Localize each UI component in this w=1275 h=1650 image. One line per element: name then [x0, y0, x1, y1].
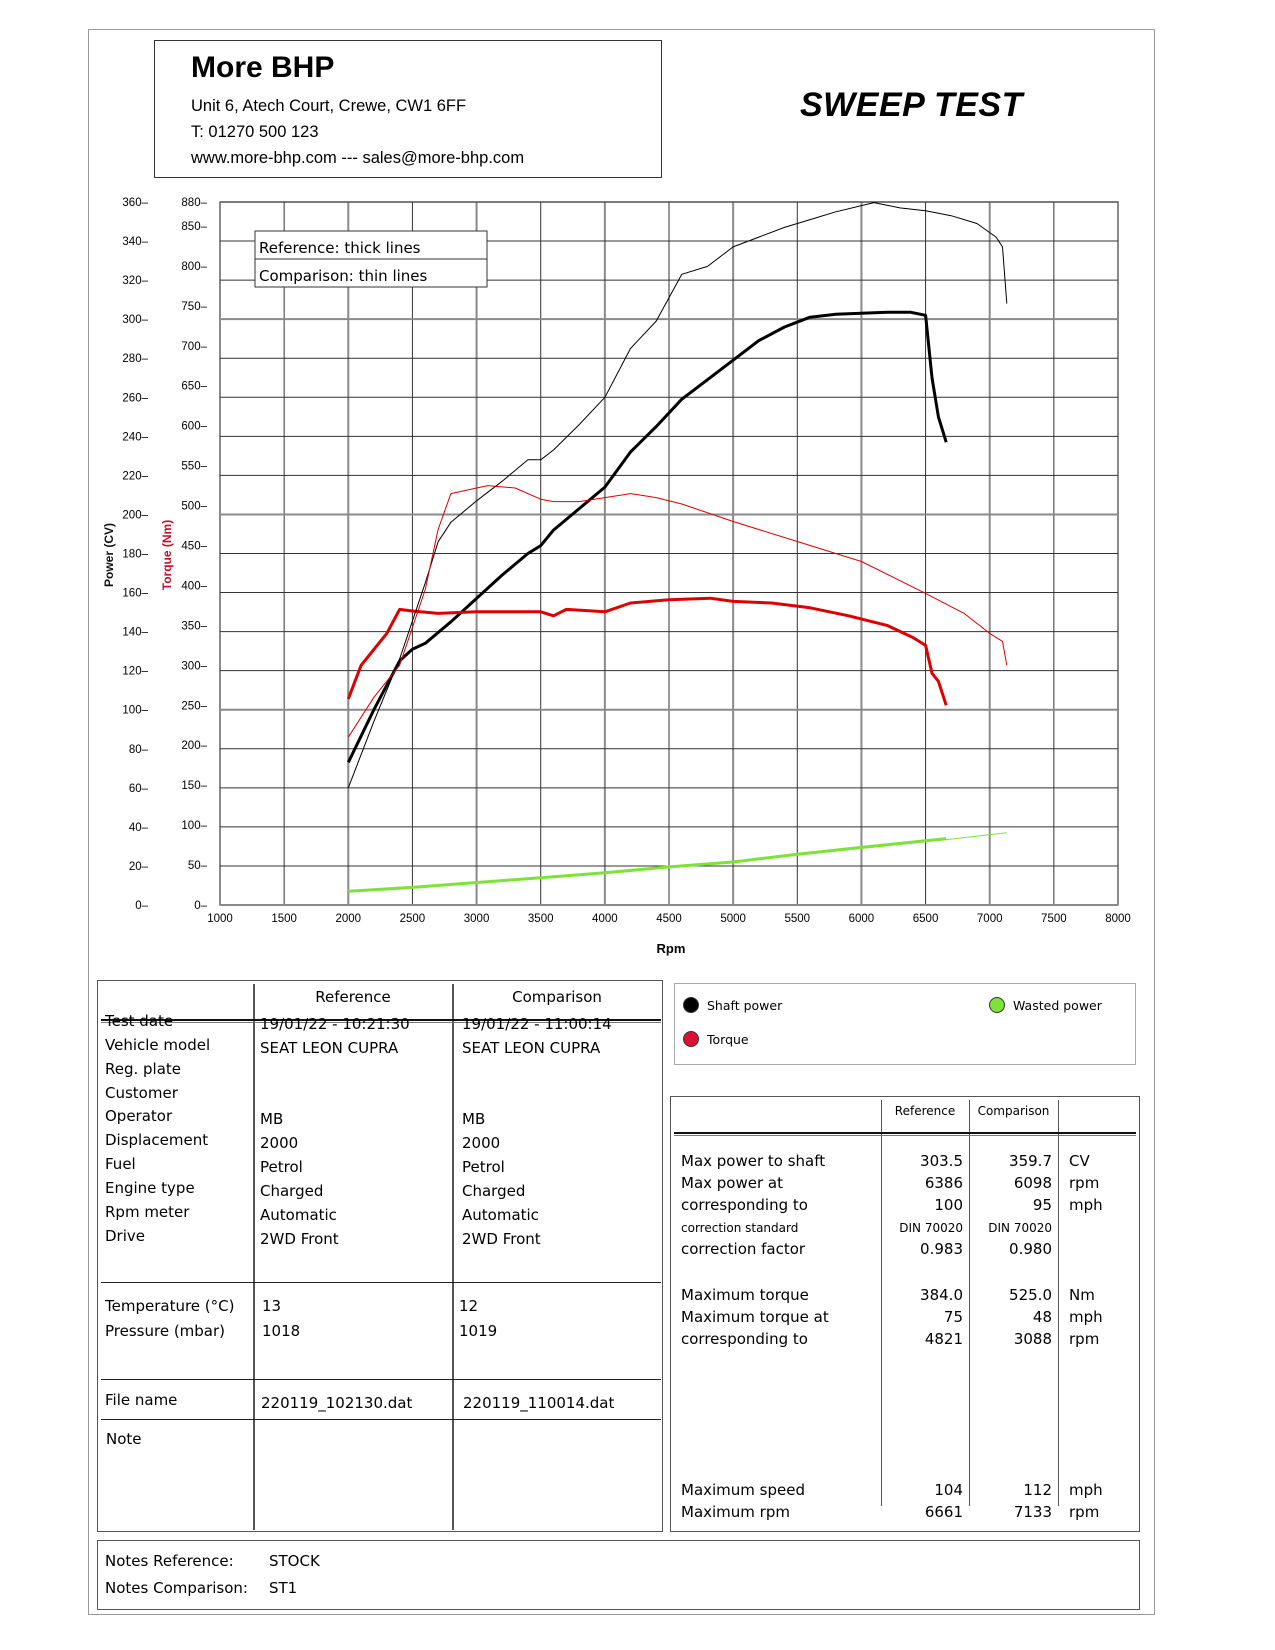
result-label: correction factor	[681, 1240, 806, 1258]
svg-text:7000: 7000	[976, 913, 1003, 925]
svg-text:300–: 300–	[181, 660, 207, 673]
svg-text:0–: 0–	[135, 900, 148, 912]
svg-text:5000: 5000	[720, 913, 746, 925]
wasted-power-reference-curve	[348, 839, 946, 892]
vehicle-row-comparison: 2WD Front	[462, 1230, 541, 1248]
notes-footer	[97, 1540, 1140, 1610]
company-name: More BHP	[191, 51, 335, 84]
report-title: SWEEP TEST	[800, 86, 1023, 124]
svg-text:450–: 450–	[181, 540, 207, 553]
svg-text:6000: 6000	[848, 913, 875, 925]
shaft-power-dot-icon	[683, 997, 699, 1013]
result-comparison: 0.980	[1009, 1240, 1052, 1258]
result-comparison: 48	[1032, 1308, 1052, 1326]
wasted-power-dot-icon	[989, 997, 1005, 1013]
svg-text:400–: 400–	[181, 580, 207, 593]
svg-text:80–: 80–	[128, 743, 148, 756]
vehicle-row-reference: Charged	[260, 1182, 324, 1200]
result-label: Max power to shaft	[681, 1152, 826, 1170]
company-web: www.more-bhp.com --- sales@more-bhp.com	[191, 149, 525, 167]
vehicle-row-comparison: 19/01/22 - 11:00:14	[462, 1015, 612, 1033]
vehicle-row-reference: 2000	[260, 1134, 299, 1152]
shaft-power-reference-curve	[348, 312, 946, 762]
result-unit: mph	[1069, 1196, 1103, 1214]
vehicle-row-label: Rpm meter	[105, 1203, 190, 1221]
result-label: Maximum torque	[681, 1286, 809, 1304]
vehicle-row-reference: Automatic	[260, 1206, 337, 1224]
y-axis-label-power: Power (CV)	[102, 522, 116, 588]
vehicle-row-reference: MB	[260, 1110, 284, 1128]
torque-comparison-curve	[348, 486, 1007, 738]
svg-text:0–: 0–	[194, 900, 207, 912]
result-comparison: DIN 70020	[988, 1221, 1052, 1235]
svg-text:650–: 650–	[181, 380, 207, 393]
vehicle-header-comparison: Comparison	[512, 988, 602, 1006]
vehicle-row-reference: SEAT LEON CUPRA	[260, 1039, 399, 1057]
col-divider	[452, 984, 454, 1530]
svg-text:550–: 550–	[181, 460, 207, 473]
svg-text:180–: 180–	[122, 548, 148, 561]
svg-text:8000: 8000	[1105, 913, 1131, 925]
svg-text:5500: 5500	[784, 913, 811, 925]
vehicle-row-label: Reg. plate	[105, 1060, 182, 1078]
vehicle-row-comparison: SEAT LEON CUPRA	[462, 1039, 601, 1057]
result-label: Maximum rpm	[681, 1503, 790, 1521]
env-row-label: Temperature (°C)	[105, 1297, 235, 1315]
result-comparison: 7133	[1013, 1503, 1052, 1521]
vehicle-row-label: Operator	[105, 1107, 173, 1125]
divider	[101, 1282, 661, 1283]
result-unit: rpm	[1069, 1503, 1100, 1521]
result-unit: rpm	[1069, 1330, 1100, 1348]
svg-text:700–: 700–	[181, 340, 207, 353]
x-axis-label: Rpm	[656, 941, 686, 956]
svg-text:850–: 850–	[181, 220, 207, 233]
svg-text:750–: 750–	[181, 300, 207, 313]
y-axis-label-torque: Torque (Nm)	[160, 519, 174, 591]
legend-reference-note: Reference: thick lines	[259, 239, 421, 257]
file-name-label: File name	[105, 1391, 178, 1409]
chart-grid	[220, 202, 1118, 905]
svg-text:100–: 100–	[122, 704, 148, 717]
svg-text:140–: 140–	[122, 626, 148, 639]
chart-axes	[122, 197, 1130, 925]
notes-reference-label: Notes Reference:	[105, 1552, 234, 1570]
col-divider	[253, 984, 255, 1530]
result-unit: Nm	[1069, 1286, 1095, 1304]
vehicle-row-label: Displacement	[105, 1131, 209, 1149]
torque-reference-curve	[348, 598, 946, 705]
legend-shaft-power: Shaft power	[707, 998, 783, 1013]
divider	[101, 1379, 661, 1380]
file-name-reference: 220119_102130.dat	[261, 1394, 413, 1412]
vehicle-row-reference: 19/01/22 - 10:21:30	[260, 1015, 410, 1033]
vehicle-row-comparison: MB	[462, 1110, 486, 1128]
svg-text:6500: 6500	[912, 913, 939, 925]
svg-text:200–: 200–	[122, 509, 148, 522]
svg-text:20–: 20–	[128, 860, 148, 873]
result-label: corresponding to	[681, 1196, 808, 1214]
result-label: corresponding to	[681, 1330, 808, 1348]
svg-text:60–: 60–	[128, 782, 148, 795]
svg-text:220–: 220–	[122, 470, 148, 483]
svg-text:340–: 340–	[122, 236, 148, 249]
env-row-comparison: 1019	[459, 1322, 498, 1340]
result-reference: 0.983	[920, 1240, 963, 1258]
notes-comparison-label: Notes Comparison:	[105, 1579, 248, 1597]
result-comparison: 359.7	[1009, 1152, 1052, 1170]
company-address: Unit 6, Atech Court, Crewe, CW1 6FF	[191, 97, 467, 115]
file-name-comparison: 220119_110014.dat	[463, 1394, 615, 1412]
series-legend	[674, 983, 1136, 1065]
legend-wasted-power: Wasted power	[1013, 998, 1102, 1013]
result-reference: 6661	[924, 1503, 963, 1521]
env-row-reference: 13	[262, 1297, 282, 1315]
result-reference: DIN 70020	[899, 1221, 963, 1235]
svg-text:50–: 50–	[187, 860, 207, 873]
vehicle-row-reference: Petrol	[260, 1158, 303, 1176]
svg-text:2000: 2000	[335, 913, 362, 925]
svg-text:360–: 360–	[122, 197, 148, 209]
svg-text:300–: 300–	[122, 314, 148, 327]
result-reference: 6386	[924, 1174, 963, 1192]
svg-text:500–: 500–	[181, 500, 207, 513]
svg-text:280–: 280–	[122, 353, 148, 366]
col-divider	[1058, 1100, 1059, 1506]
header-double-rule	[674, 1132, 1136, 1136]
result-comparison: 3088	[1013, 1330, 1052, 1348]
svg-text:2500: 2500	[399, 913, 426, 925]
result-reference: 4821	[924, 1330, 963, 1348]
result-reference: 100	[934, 1196, 963, 1214]
svg-text:1000: 1000	[207, 913, 233, 925]
line-style-legend	[255, 231, 487, 287]
vehicle-row-label: Vehicle model	[105, 1036, 211, 1054]
svg-text:160–: 160–	[122, 587, 148, 600]
result-label: Maximum torque at	[681, 1308, 829, 1326]
vehicle-row-label: Drive	[105, 1227, 145, 1245]
notes-reference-value: STOCK	[269, 1552, 320, 1570]
svg-text:320–: 320–	[122, 275, 148, 288]
vehicle-row-comparison: Automatic	[462, 1206, 539, 1224]
svg-text:1500: 1500	[271, 913, 297, 925]
result-comparison: 112	[1023, 1481, 1052, 1499]
svg-text:200–: 200–	[181, 740, 207, 753]
env-row-comparison: 12	[459, 1297, 479, 1315]
svg-text:7500: 7500	[1041, 913, 1067, 925]
svg-text:120–: 120–	[122, 665, 148, 678]
svg-text:800–: 800–	[181, 260, 207, 273]
svg-text:880–: 880–	[181, 197, 207, 209]
result-label: Max power at	[681, 1174, 783, 1192]
svg-text:260–: 260–	[122, 392, 148, 405]
result-reference: 384.0	[920, 1286, 963, 1304]
result-unit: mph	[1069, 1308, 1103, 1326]
svg-text:40–: 40–	[128, 821, 148, 834]
svg-text:150–: 150–	[181, 780, 207, 793]
svg-text:250–: 250–	[181, 700, 207, 713]
legend-comparison-note: Comparison: thin lines	[259, 267, 428, 285]
legend-torque: Torque	[707, 1032, 749, 1047]
svg-text:4000: 4000	[592, 913, 618, 925]
env-row-reference: 1018	[262, 1322, 301, 1340]
vehicle-row-comparison: Petrol	[462, 1158, 505, 1176]
company-phone: T: 01270 500 123	[191, 123, 319, 141]
torque-dot-icon	[683, 1031, 699, 1047]
result-reference: 303.5	[920, 1152, 963, 1170]
result-unit: CV	[1069, 1152, 1090, 1170]
result-unit: mph	[1069, 1481, 1103, 1499]
svg-text:4500: 4500	[656, 913, 682, 925]
results-header-reference: Reference	[894, 1104, 956, 1118]
vehicle-row-label: Engine type	[105, 1179, 195, 1197]
svg-text:600–: 600–	[181, 420, 207, 433]
svg-text:100–: 100–	[181, 820, 207, 833]
result-label: Maximum speed	[681, 1481, 805, 1499]
note-label: Note	[106, 1430, 142, 1448]
vehicle-row-label: Fuel	[105, 1155, 136, 1173]
vehicle-row-comparison: Charged	[462, 1182, 526, 1200]
results-header-comparison: Comparison	[977, 1104, 1050, 1118]
result-comparison: 6098	[1013, 1174, 1052, 1192]
vehicle-info-table	[97, 980, 663, 1532]
svg-text:3000: 3000	[463, 913, 490, 925]
svg-text:3500: 3500	[527, 913, 554, 925]
shaft-power-comparison-curve	[348, 203, 1007, 788]
svg-text:240–: 240–	[122, 431, 148, 444]
result-comparison: 525.0	[1009, 1286, 1052, 1304]
notes-comparison-value: ST1	[269, 1579, 298, 1597]
result-label: correction standard	[681, 1221, 799, 1235]
vehicle-row-comparison: 2000	[462, 1134, 501, 1152]
result-reference: 75	[943, 1308, 963, 1326]
result-comparison: 95	[1032, 1196, 1052, 1214]
vehicle-header-reference: Reference	[315, 988, 391, 1006]
divider	[101, 1419, 661, 1420]
vehicle-row-label: Test date	[105, 1012, 174, 1030]
svg-text:350–: 350–	[181, 620, 207, 633]
vehicle-row-label: Customer	[105, 1084, 178, 1102]
result-unit: rpm	[1069, 1174, 1100, 1192]
result-reference: 104	[934, 1481, 963, 1499]
env-row-label: Pressure (mbar)	[105, 1322, 226, 1340]
vehicle-row-reference: 2WD Front	[260, 1230, 339, 1248]
